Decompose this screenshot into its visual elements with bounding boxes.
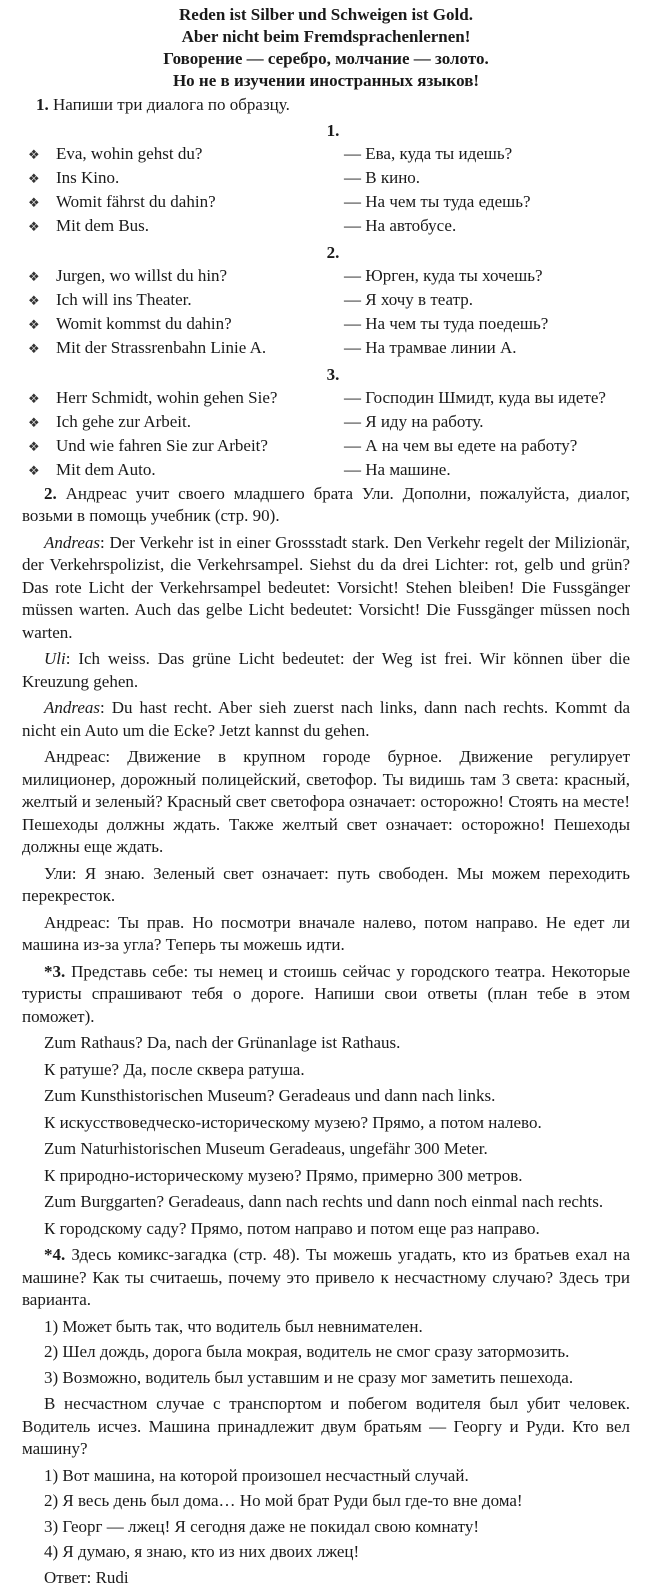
- dialog-de-text: Mit dem Auto.: [56, 459, 156, 481]
- dialog-3: [22, 363, 630, 483]
- dialog-ru-text: — В кино.: [344, 167, 630, 191]
- dialog-line: [22, 313, 630, 337]
- bullet-icon: ❖: [28, 461, 56, 483]
- dialog-ru-text: — Юрген, куда ты хочешь?: [344, 265, 630, 289]
- bullet-icon: ❖: [28, 413, 56, 435]
- dialog-paragraph-ru: Андреас: Ты прав. Но посмотри вначале налево, потом направо. Не едет ли машина из-за угла? Теперь ты можешь идти.: [22, 912, 630, 957]
- speaker-text: : Der Verkehr ist in einer Grossstadt stark. Den Verkehr regelt der Milizionär, der Verkehrspolizist, die Verkehrsampel. Siehst du da drei Lichter: rot, gelb und grün? Das rote Licht der Verkehrsampel bedeutet: Vorsicht! Stehen bleiben! Die Fussgänger müssen warten. Auch das gelbe Licht bedeutet: Vorsicht! Die Fussgänger müssen noch warten.: [22, 533, 630, 642]
- task-1-text: Напиши три диалога по образцу.: [53, 95, 290, 114]
- answer: Ответ: Rudi: [22, 1567, 630, 1589]
- dialog-ru-text: — На автобусе.: [344, 215, 630, 239]
- bullet-icon: ❖: [28, 437, 56, 459]
- bullet-icon: ❖: [28, 193, 56, 215]
- dialog-line: [22, 337, 630, 361]
- dialog-de-text: Eva, wohin gehst du?: [56, 143, 202, 165]
- dialog-de-text: Herr Schmidt, wohin gehen Sie?: [56, 387, 277, 409]
- task-3-instruction: [22, 961, 630, 1029]
- answer-line: Zum Rathaus? Da, nach der Grünanlage ist Rathaus.: [22, 1032, 630, 1055]
- clue-item: 1) Вот машина, на которой произошел несчастный случай.: [22, 1465, 630, 1488]
- dialog-de-text: Womit kommst du dahin?: [56, 313, 232, 335]
- bullet-icon: ❖: [28, 339, 56, 361]
- variant-item: 1) Может быть так, что водитель был невнимателен.: [22, 1316, 630, 1339]
- dialog-ru-text: — Я иду на работу.: [344, 411, 630, 435]
- answer-line: К ратуше? Да, после сквера ратуша.: [22, 1059, 630, 1082]
- dialog-de-text: Mit dem Bus.: [56, 215, 149, 237]
- dialog-ru-text: — А на чем вы едете на работу?: [344, 435, 630, 459]
- answer-line: К городскому саду? Прямо, потом направо и потом еще раз направо.: [22, 1218, 630, 1241]
- task-3-number: *3.: [44, 962, 65, 981]
- bullet-icon: ❖: [28, 389, 56, 411]
- page-header: [22, 4, 630, 92]
- task-4: [22, 1244, 630, 1589]
- speaker-text: : Du hast recht. Aber sieh zuerst nach links, dann nach rechts. Kommt da nicht ein Auto um die Ecke? Jetzt kannst du gehen.: [22, 698, 630, 740]
- dialog-de-text: Mit der Strassrenbahn Linie A.: [56, 337, 266, 359]
- task-3: [22, 961, 630, 1241]
- task-2-instruction: [22, 483, 630, 528]
- dialog-line: [22, 411, 630, 435]
- dialog-paragraph: [22, 697, 630, 742]
- dialog-paragraph: [22, 648, 630, 693]
- task-3-text: Представь себе: ты немец и стоишь сейчас у городского театра. Некоторые туристы спрашивают тебя о дороге. Напиши свои ответы (план тебе в этом поможет).: [22, 962, 630, 1026]
- dialog-ru-text: — На трамвае линии А.: [344, 337, 630, 361]
- dialog-paragraph-ru: Ули: Я знаю. Зеленый свет означает: путь свободен. Мы можем переходить перекресток.: [22, 863, 630, 908]
- bullet-icon: ❖: [28, 217, 56, 239]
- variant-item: 2) Шел дождь, дорога была мокрая, водитель не смог сразу затормозить.: [22, 1341, 630, 1364]
- title-line-3: Говорение — серебро, молчание — золото.: [22, 48, 630, 70]
- dialog-3-label: 3.: [22, 363, 630, 387]
- task-4-text: Здесь комикс-загадка (стр. 48). Ты можешь угадать, кто из братьев ехал на машине? Как ты считаешь, почему это привело к несчастному случаю? Здесь три варианта.: [22, 1245, 630, 1309]
- dialog-paragraph: [22, 532, 630, 645]
- variant-item: 3) Возможно, водитель был уставшим и не сразу мог заметить пешехода.: [22, 1367, 630, 1390]
- story-paragraph: В несчастном случае с транспортом и побегом водителя был убит человек. Водитель исчез. Машина принадлежит двум братьям — Георгу и Руди. Кто вел машину?: [22, 1393, 630, 1461]
- dialog-1: [22, 119, 630, 239]
- task-2-number: 2.: [44, 484, 57, 503]
- dialog-line: [22, 387, 630, 411]
- dialog-ru-text: — На машине.: [344, 459, 630, 483]
- dialog-line: [22, 191, 630, 215]
- dialog-line: [22, 289, 630, 313]
- dialog-1-label: 1.: [22, 119, 630, 143]
- dialog-ru-text: — Я хочу в театр.: [344, 289, 630, 313]
- task-2-text: Андреас учит своего младшего брата Ули. Дополни, пожалуйста, диалог, возьми в помощь учебник (стр. 90).: [22, 484, 630, 526]
- dialog-de-text: Ich gehe zur Arbeit.: [56, 411, 191, 433]
- dialog-de-text: Ins Kino.: [56, 167, 119, 189]
- bullet-icon: ❖: [28, 145, 56, 167]
- answer-line: Zum Burggarten? Geradeaus, dann nach rechts und dann noch einmal nach rechts.: [22, 1191, 630, 1214]
- dialog-ru-text: — На чем ты туда поедешь?: [344, 313, 630, 337]
- speaker-name: Andreas: [44, 698, 100, 717]
- task-1-number: 1.: [36, 95, 49, 114]
- dialog-line: [22, 143, 630, 167]
- task-4-number: *4.: [44, 1245, 65, 1264]
- dialog-line: [22, 215, 630, 239]
- dialog-paragraph-ru: Андреас: Движение в крупном городе бурное. Движение регулирует милиционер, дорожный полицейский, светофор. Ты видишь там 3 света: красный, желтый и зеленый? Красный свет светофора означает: осторожно! Стоять на месте! Пешеходы должны ждать. Также желтый свет означает: осторожно! Пешеходы должны еще ждать.: [22, 746, 630, 859]
- title-line-2: Aber nicht beim Fremdsprachenlernen!: [22, 26, 630, 48]
- dialog-line: [22, 459, 630, 483]
- title-line-1: Reden ist Silber und Schweigen ist Gold.: [22, 4, 630, 26]
- dialog-line: [22, 265, 630, 289]
- speaker-name: Andreas: [44, 533, 100, 552]
- answer-line: Zum Naturhistorischen Museum Geradeaus, ungefähr 300 Meter.: [22, 1138, 630, 1161]
- dialog-ru-text: — Господин Шмидт, куда вы идете?: [344, 387, 630, 411]
- clue-item: 4) Я думаю, я знаю, кто из них двоих лжец!: [22, 1541, 630, 1564]
- dialog-de-text: Ich will ins Theater.: [56, 289, 192, 311]
- dialog-de-text: Und wie fahren Sie zur Arbeit?: [56, 435, 268, 457]
- clue-item: 2) Я весь день был дома… Но мой брат Руди был где-то вне дома!: [22, 1490, 630, 1513]
- dialog-ru-text: — На чем ты туда едешь?: [344, 191, 630, 215]
- bullet-icon: ❖: [28, 315, 56, 337]
- dialog-de-text: Womit fährst du dahin?: [56, 191, 216, 213]
- dialog-de-text: Jurgen, wo willst du hin?: [56, 265, 227, 287]
- answer-line: К искусствоведческо-историческому музею? Прямо, а потом налево.: [22, 1112, 630, 1135]
- bullet-icon: ❖: [28, 169, 56, 191]
- task-4-instruction: [22, 1244, 630, 1312]
- dialog-2-label: 2.: [22, 241, 630, 265]
- dialog-line: [22, 167, 630, 191]
- title-line-4: Но не в изучении иностранных языков!: [22, 70, 630, 92]
- bullet-icon: ❖: [28, 291, 56, 313]
- clue-item: 3) Георг — лжец! Я сегодня даже не покидал свою комнату!: [22, 1516, 630, 1539]
- bullet-icon: ❖: [28, 267, 56, 289]
- speaker-text: : Ich weiss. Das grüne Licht bedeutet: der Weg ist frei. Wir können über die Kreuzung gehen.: [22, 649, 630, 691]
- answer-line: Zum Kunsthistorischen Museum? Geradeaus und dann nach links.: [22, 1085, 630, 1108]
- dialog-2: [22, 241, 630, 361]
- answer-line: К природно-историческому музею? Прямо, примерно 300 метров.: [22, 1165, 630, 1188]
- dialog-line: [22, 435, 630, 459]
- task-2: [22, 483, 630, 957]
- dialog-ru-text: — Ева, куда ты идешь?: [344, 143, 630, 167]
- speaker-name: Uli: [44, 649, 66, 668]
- task-1-heading: [22, 94, 630, 117]
